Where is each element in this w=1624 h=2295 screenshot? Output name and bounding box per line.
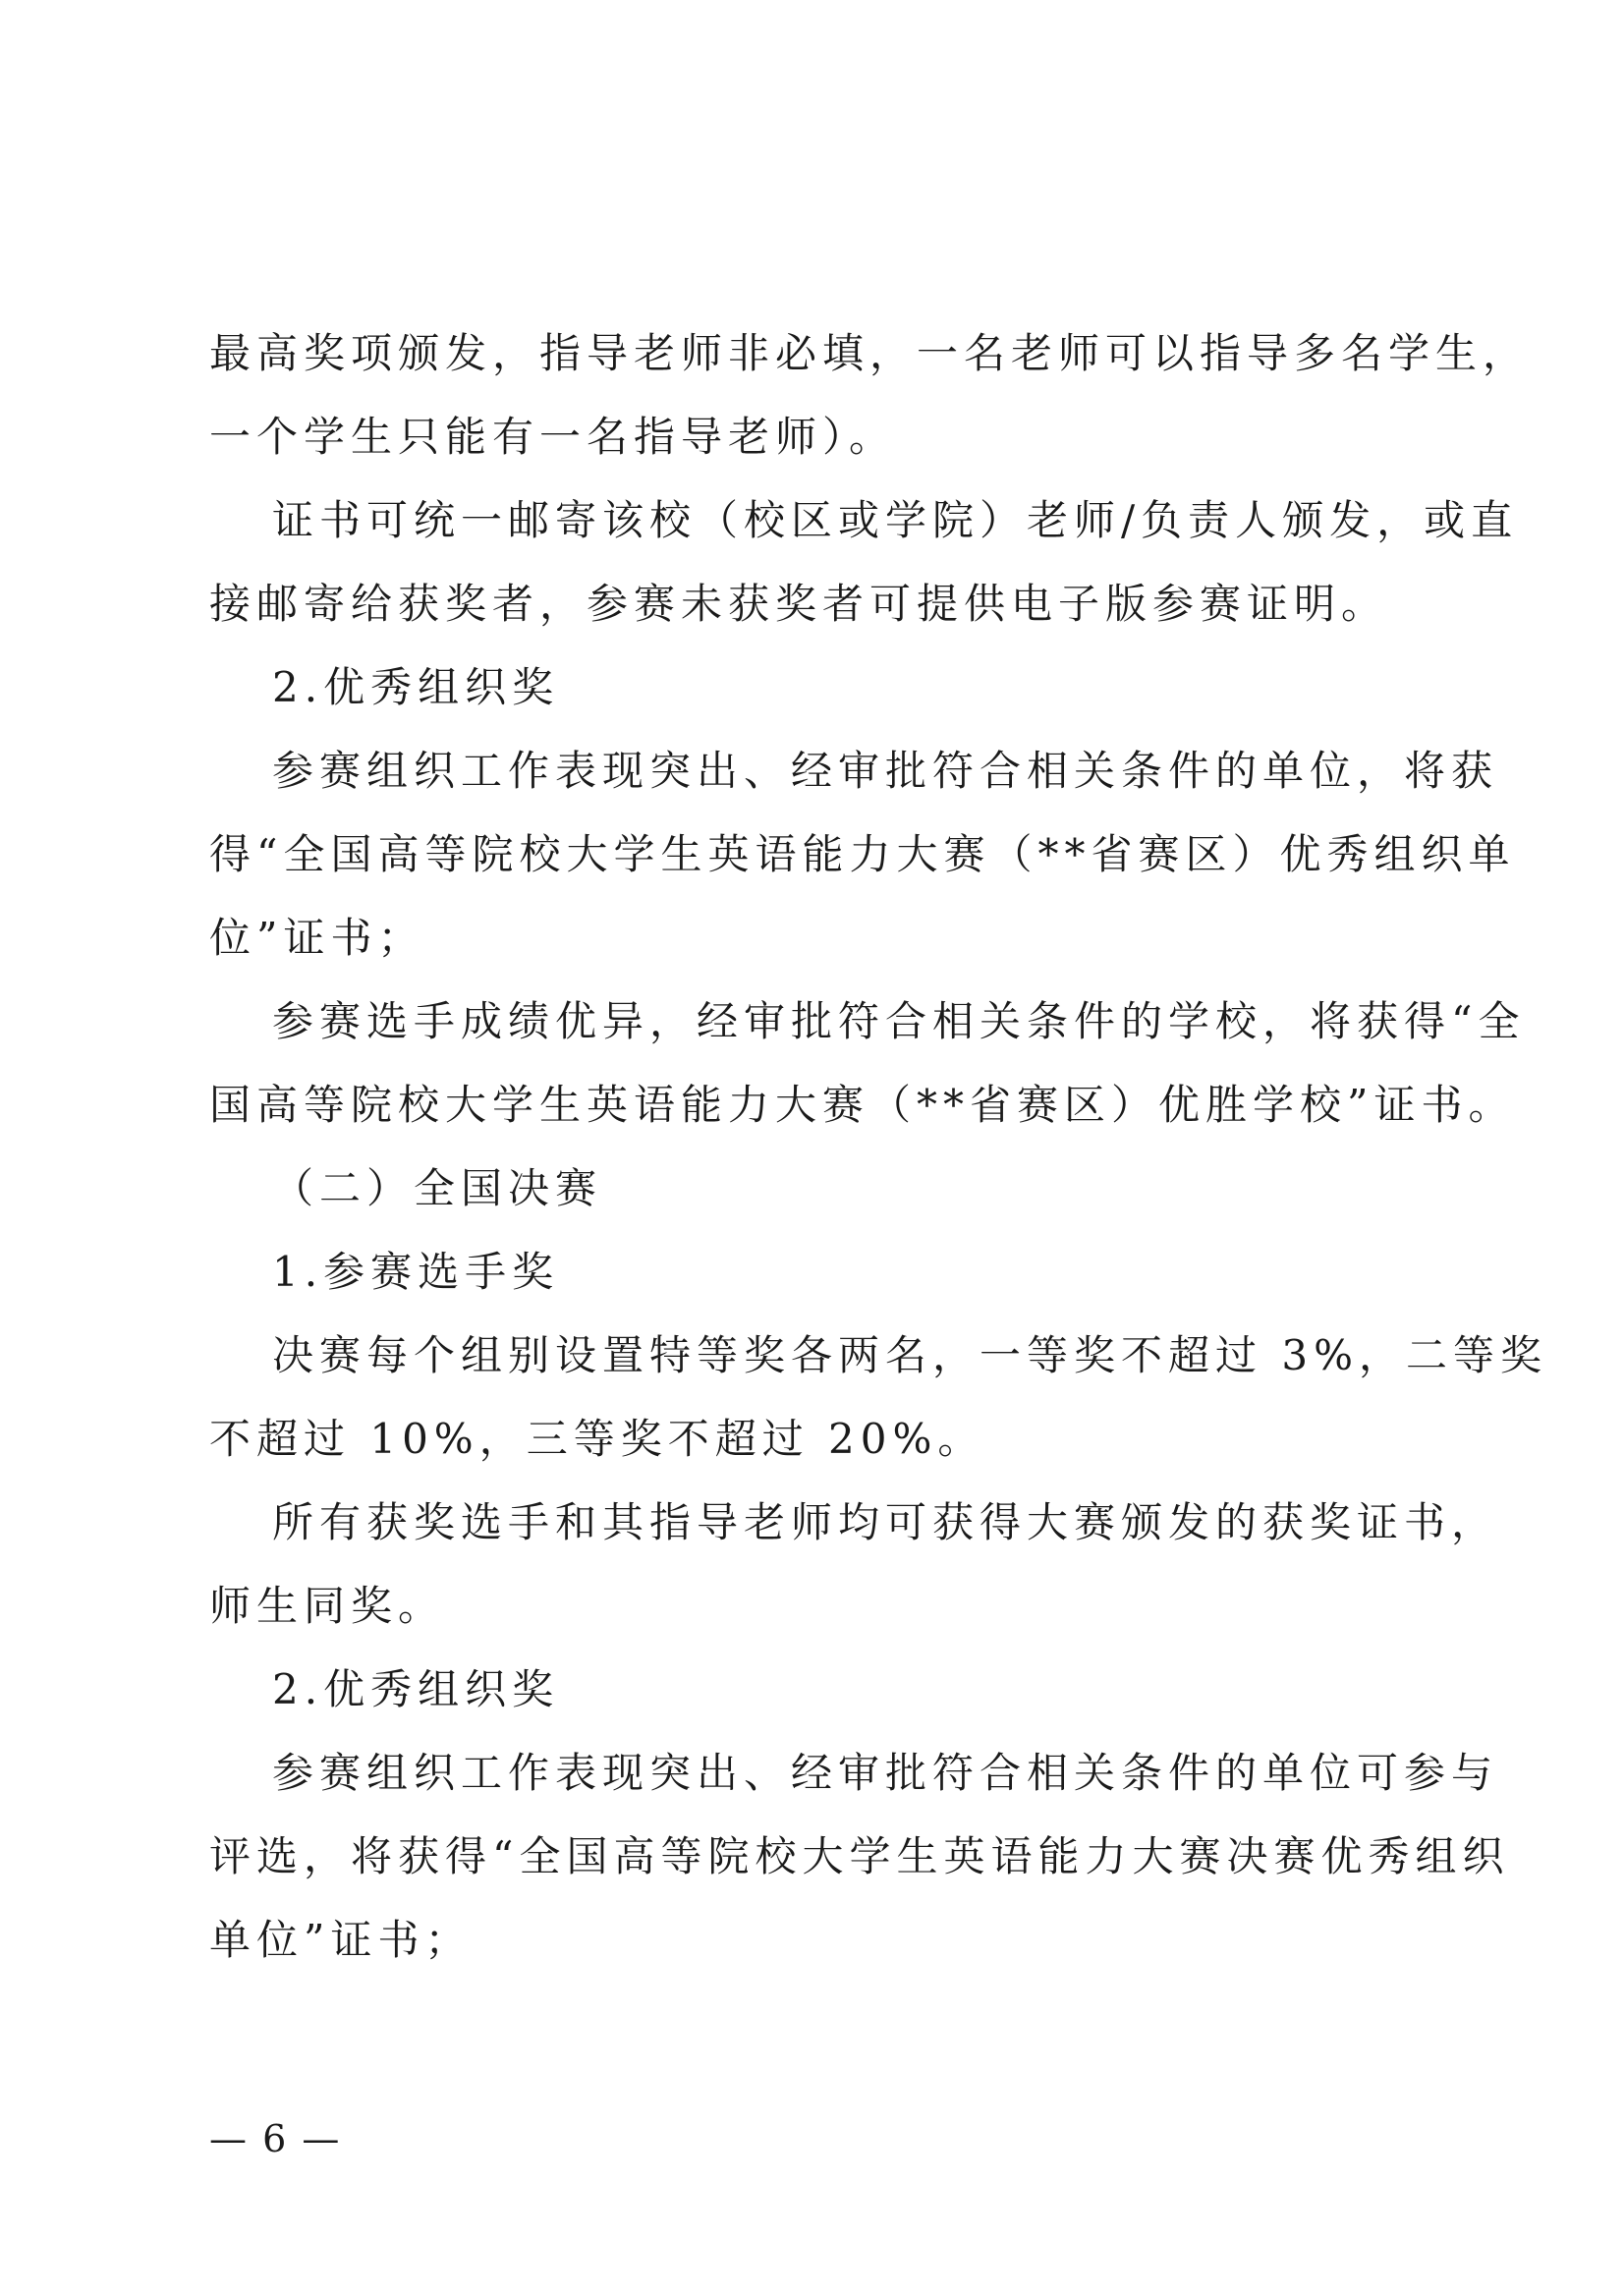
paragraph-line-11: 不超过 10%，三等奖不超过 20%。 xyxy=(209,1415,985,1463)
section-heading-national-final: （二）全国决赛 xyxy=(272,1164,603,1212)
paragraph-line-4: 接邮寄给获奖者，参赛未获奖者可提供电子版参赛证明。 xyxy=(209,580,1389,628)
paragraph-line-7: 位”证书； xyxy=(209,914,425,962)
paragraph-line-10: 决赛每个组别设置特等奖各两名，一等奖不超过 3%，二等奖 xyxy=(272,1331,1547,1379)
paragraph-line-9: 国高等院校大学生英语能力大赛（**省赛区）优胜学校”证书。 xyxy=(209,1081,1516,1129)
paragraph-line-2: 一个学生只能有一名指导老师）。 xyxy=(209,413,897,461)
paragraph-line-13: 师生同奖。 xyxy=(209,1582,446,1630)
page-number: — 6 — xyxy=(209,2117,342,2160)
paragraph-line-1: 最高奖项颁发，指导老师非必填，一名老师可以指导多名学生， xyxy=(209,329,1531,377)
paragraph-line-5: 参赛组织工作表现突出、经审批符合相关条件的单位，将获 xyxy=(272,747,1499,795)
paragraph-line-12: 所有获奖选手和其指导老师均可获得大赛颁发的获奖证书， xyxy=(272,1498,1499,1546)
paragraph-line-8: 参赛选手成绩优异，经审批符合相关条件的学校，将获得“全 xyxy=(272,997,1526,1045)
paragraph-line-16: 单位”证书； xyxy=(209,1916,473,1964)
section-heading-excellent-organization-award: 2.优秀组织奖 xyxy=(272,663,560,711)
paragraph-line-14: 参赛组织工作表现突出、经审批符合相关条件的单位可参与 xyxy=(272,1749,1499,1797)
paragraph-line-15: 评选，将获得“全国高等院校大学生英语能力大赛决赛优秀组织 xyxy=(209,1832,1510,1880)
section-heading-contestant-award: 1.参赛选手奖 xyxy=(272,1248,560,1296)
section-heading-excellent-organization-award-final: 2.优秀组织奖 xyxy=(272,1665,560,1713)
paragraph-line-6: 得“全国高等院校大学生英语能力大赛（**省赛区）优秀组织单 xyxy=(209,830,1516,878)
paragraph-line-3: 证书可统一邮寄该校（校区或学院）老师/负责人颁发，或直 xyxy=(272,496,1519,544)
